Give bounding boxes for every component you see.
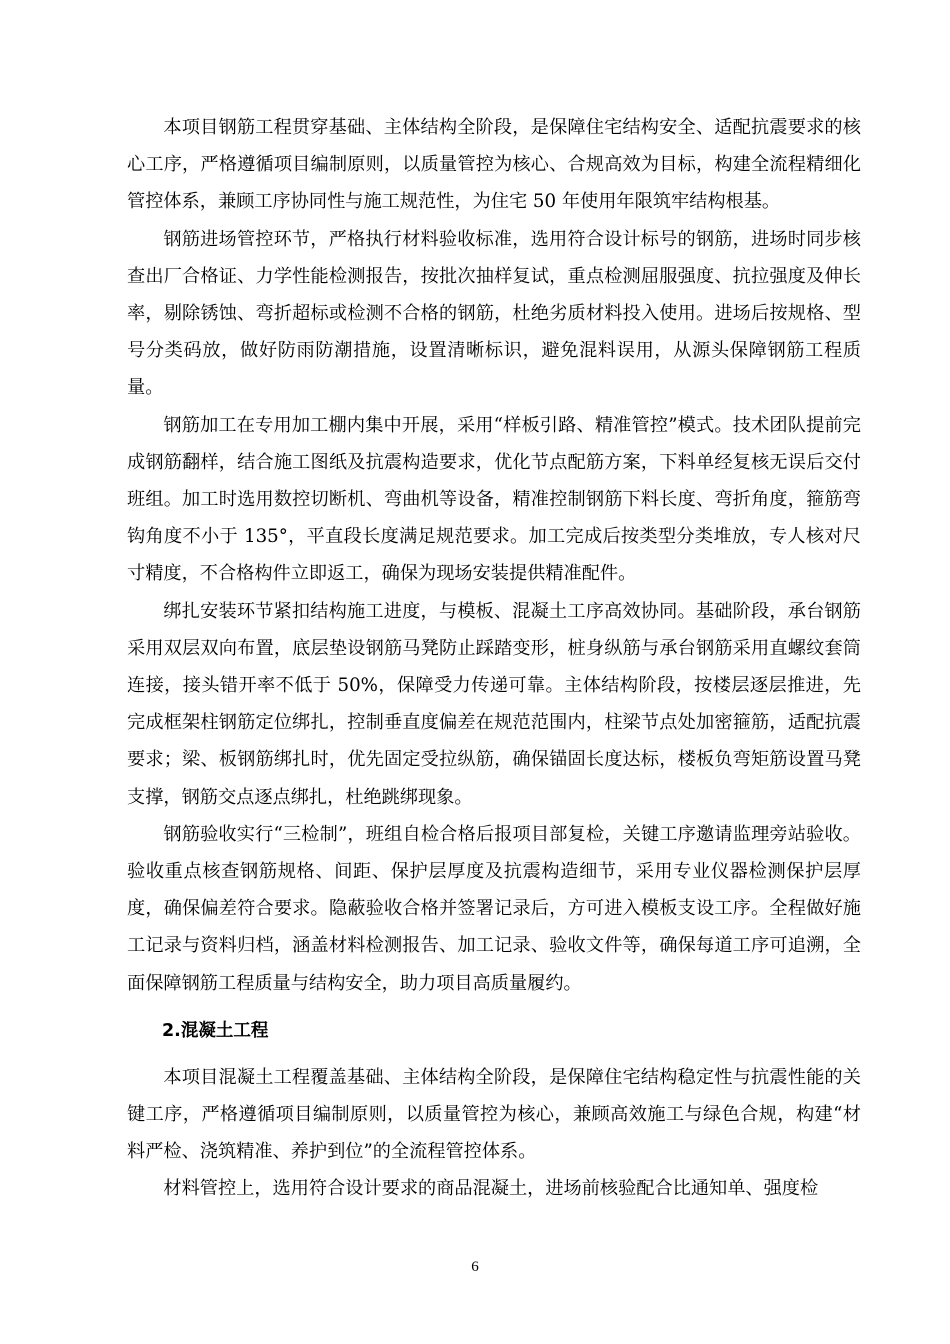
section-heading-concrete: 2.混凝土工程 (162, 1020, 269, 1041)
paragraph-concrete-materials: 材料管控上，选用符合设计要求的商品混凝土，进场前核验配合比通知单、强度检 (163, 1178, 819, 1200)
paragraph-rebar-acceptance: 钢筋验收实行“三检制”，班组自检合格后报项目部复检，关键工序邀请监理旁站验收。验收重点核查钢筋规格、间距、保护层厚度及抗震构造细节，采用专业仪器检测保护层厚度，确保偏差符合要求。隐蔽验收合格并签署记录后，方可进入模板支设工序。全程做好施工记录与资料归档，涵盖材料检测报告、加工记录、验收文件等，确保每道工序可追溯，全面保障钢筋工程质量与结构安全，助力项目高质量履约。 (127, 823, 861, 994)
page-body (127, 109, 861, 1208)
paragraph-rebar-entry-control: 钢筋进场管控环节，严格执行材料验收标准，选用符合设计标号的钢筋，进场时同步核查出厂合格证、力学性能检测报告，按批次抽样复试，重点检测屈服强度、抗拉强度及伸长率，剔除锈蚀、弯折超标或检测不合格的钢筋，杜绝劣质材料投入使用。进场后按规格、型号分类码放，做好防雨防潮措施，设置清晰标识，避免混料误用，从源头保障钢筋工程质量。 (127, 228, 861, 399)
page-number: 6 (471, 1259, 479, 1275)
paragraph-rebar-overview: 本项目钢筋工程贯穿基础、主体结构全阶段，是保障住宅结构安全、适配抗震要求的核心工序，严格遵循项目编制原则，以质量管控为核心、合规高效为目标，构建全流程精细化管控体系，兼顾工序协同性与施工规范性，为住宅 50 年使用年限筑牢结构根基。 (127, 117, 861, 213)
paragraph-rebar-processing: 钢筋加工在专用加工棚内集中开展，采用“样板引路、精准管控”模式。技术团队提前完成钢筋翻样，结合施工图纸及抗震构造要求，优化节点配筋方案，下料单经复核无误后交付班组。加工时选用数控切断机、弯曲机等设备，精准控制钢筋下料长度、弯折角度，箍筋弯钩角度不小于 135°，平直段长度满足规范要求。加工完成后按类型分类堆放，专人核对尺寸精度，不合格构件立即返工，确保为现场安装提供精准配件。 (127, 414, 861, 585)
paragraph-concrete-overview: 本项目混凝土工程覆盖基础、主体结构全阶段，是保障住宅结构稳定性与抗震性能的关键工序，严格遵循项目编制原则，以质量管控为核心，兼顾高效施工与绿色合规，构建“材料严检、浇筑精准、养护到位”的全流程管控体系。 (127, 1066, 861, 1163)
paragraph-rebar-binding: 绑扎安装环节紧扣结构施工进度，与模板、混凝土工序高效协同。基础阶段，承台钢筋采用双层双向布置，底层垫设钢筋马凳防止踩踏变形，桩身纵筋与承台钢筋采用直螺纹套筒连接，接头错开率不低于 50%，保障受力传递可靠。主体结构阶段，按楼层逐层推进，先完成框架柱钢筋定位绑扎，控制垂直度偏差在规范范围内，柱梁节点处加密箍筋，适配抗震要求；梁、板钢筋绑扎时，优先固定受拉纵筋，确保锚固长度达标，楼板负弯矩筋设置马凳支撑，钢筋交点逐点绑扎，杜绝跳绑现象。 (127, 600, 861, 808)
